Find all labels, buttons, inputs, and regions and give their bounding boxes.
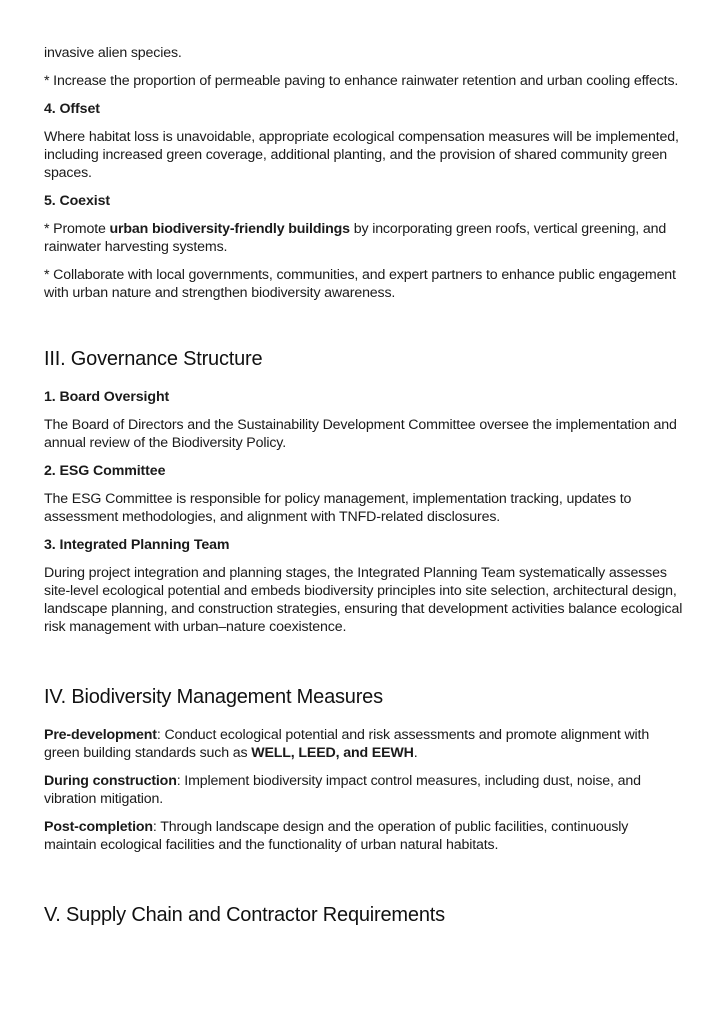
bullet-collaborate: * Collaborate with local governments, communities, and expert partners to enhance public engagement with urban nature and strengthen biodiversity awareness.	[44, 267, 676, 301]
during-construction-text	[44, 772, 684, 808]
subheading-coexist: 5. Coexist	[44, 193, 111, 209]
pre-development-body: : Conduct ecological potential and risk assessments and promote alignment with green building standards such as	[44, 727, 650, 761]
bullet-prefix: * Promote	[44, 221, 110, 237]
subheading-board-oversight: 1. Board Oversight	[44, 389, 170, 405]
carry-over-text: invasive alien species.	[44, 45, 182, 61]
post-completion-text	[44, 818, 684, 854]
bullet-permeable-paving: * Increase the proportion of permeable paving to enhance rainwater retention and urban cooling effects.	[44, 73, 679, 89]
subheading-integrated-planning: 3. Integrated Planning Team	[44, 537, 230, 553]
pre-development-text	[44, 726, 684, 762]
section-title-supply-chain: V. Supply Chain and Contractor Requirements	[44, 904, 445, 926]
label-post-completion: Post-completion	[44, 819, 153, 835]
board-oversight-text: The Board of Directors and the Sustainability Development Committee oversee the implementation and annual review of the Biodiversity Policy.	[44, 417, 677, 451]
label-during-construction: During construction	[44, 773, 177, 789]
subheading-offset: 4. Offset	[44, 101, 100, 117]
subheading-esg-committee: 2. ESG Committee	[44, 463, 166, 479]
section-title-governance: III. Governance Structure	[44, 348, 263, 370]
post-completion-body: : Through landscape design and the operation of public facilities, continuously maintain ecological facilities and the functionality of urban natural habitats.	[44, 819, 629, 853]
during-construction-body: : Implement biodiversity impact control measures, including dust, noise, and vibration mitigation.	[44, 773, 641, 807]
bullet-friendly-buildings	[44, 220, 684, 256]
label-pre-development: Pre-development	[44, 727, 157, 743]
bold-term-friendly-buildings: urban biodiversity-friendly buildings	[109, 221, 350, 237]
document-page	[44, 44, 684, 944]
green-building-standards: WELL, LEED, and EEWH	[251, 745, 414, 761]
bullet-suffix: by incorporating green roofs, vertical greening, and rainwater harvesting systems.	[44, 221, 667, 255]
pre-development-end: .	[413, 745, 418, 761]
offset-text: Where habitat loss is unavoidable, appropriate ecological compensation measures will be implemented, including increased green coverage, additional planting, and the provision of shared community green spaces.	[44, 129, 679, 181]
integrated-planning-text: During project integration and planning stages, the Integrated Planning Team systematically assesses site-level ecological potential and embeds biodiversity principles into site selection, architectural design, landscape planning, and construction strategies, ensuring that development activities balance ecological risk management with urban–nature coexistence.	[44, 565, 683, 635]
section-title-management: IV. Biodiversity Management Measures	[44, 686, 383, 708]
esg-committee-text: The ESG Committee is responsible for policy management, implementation tracking, updates to assessment methodologies, and alignment with TNFD-related disclosures.	[44, 491, 632, 525]
